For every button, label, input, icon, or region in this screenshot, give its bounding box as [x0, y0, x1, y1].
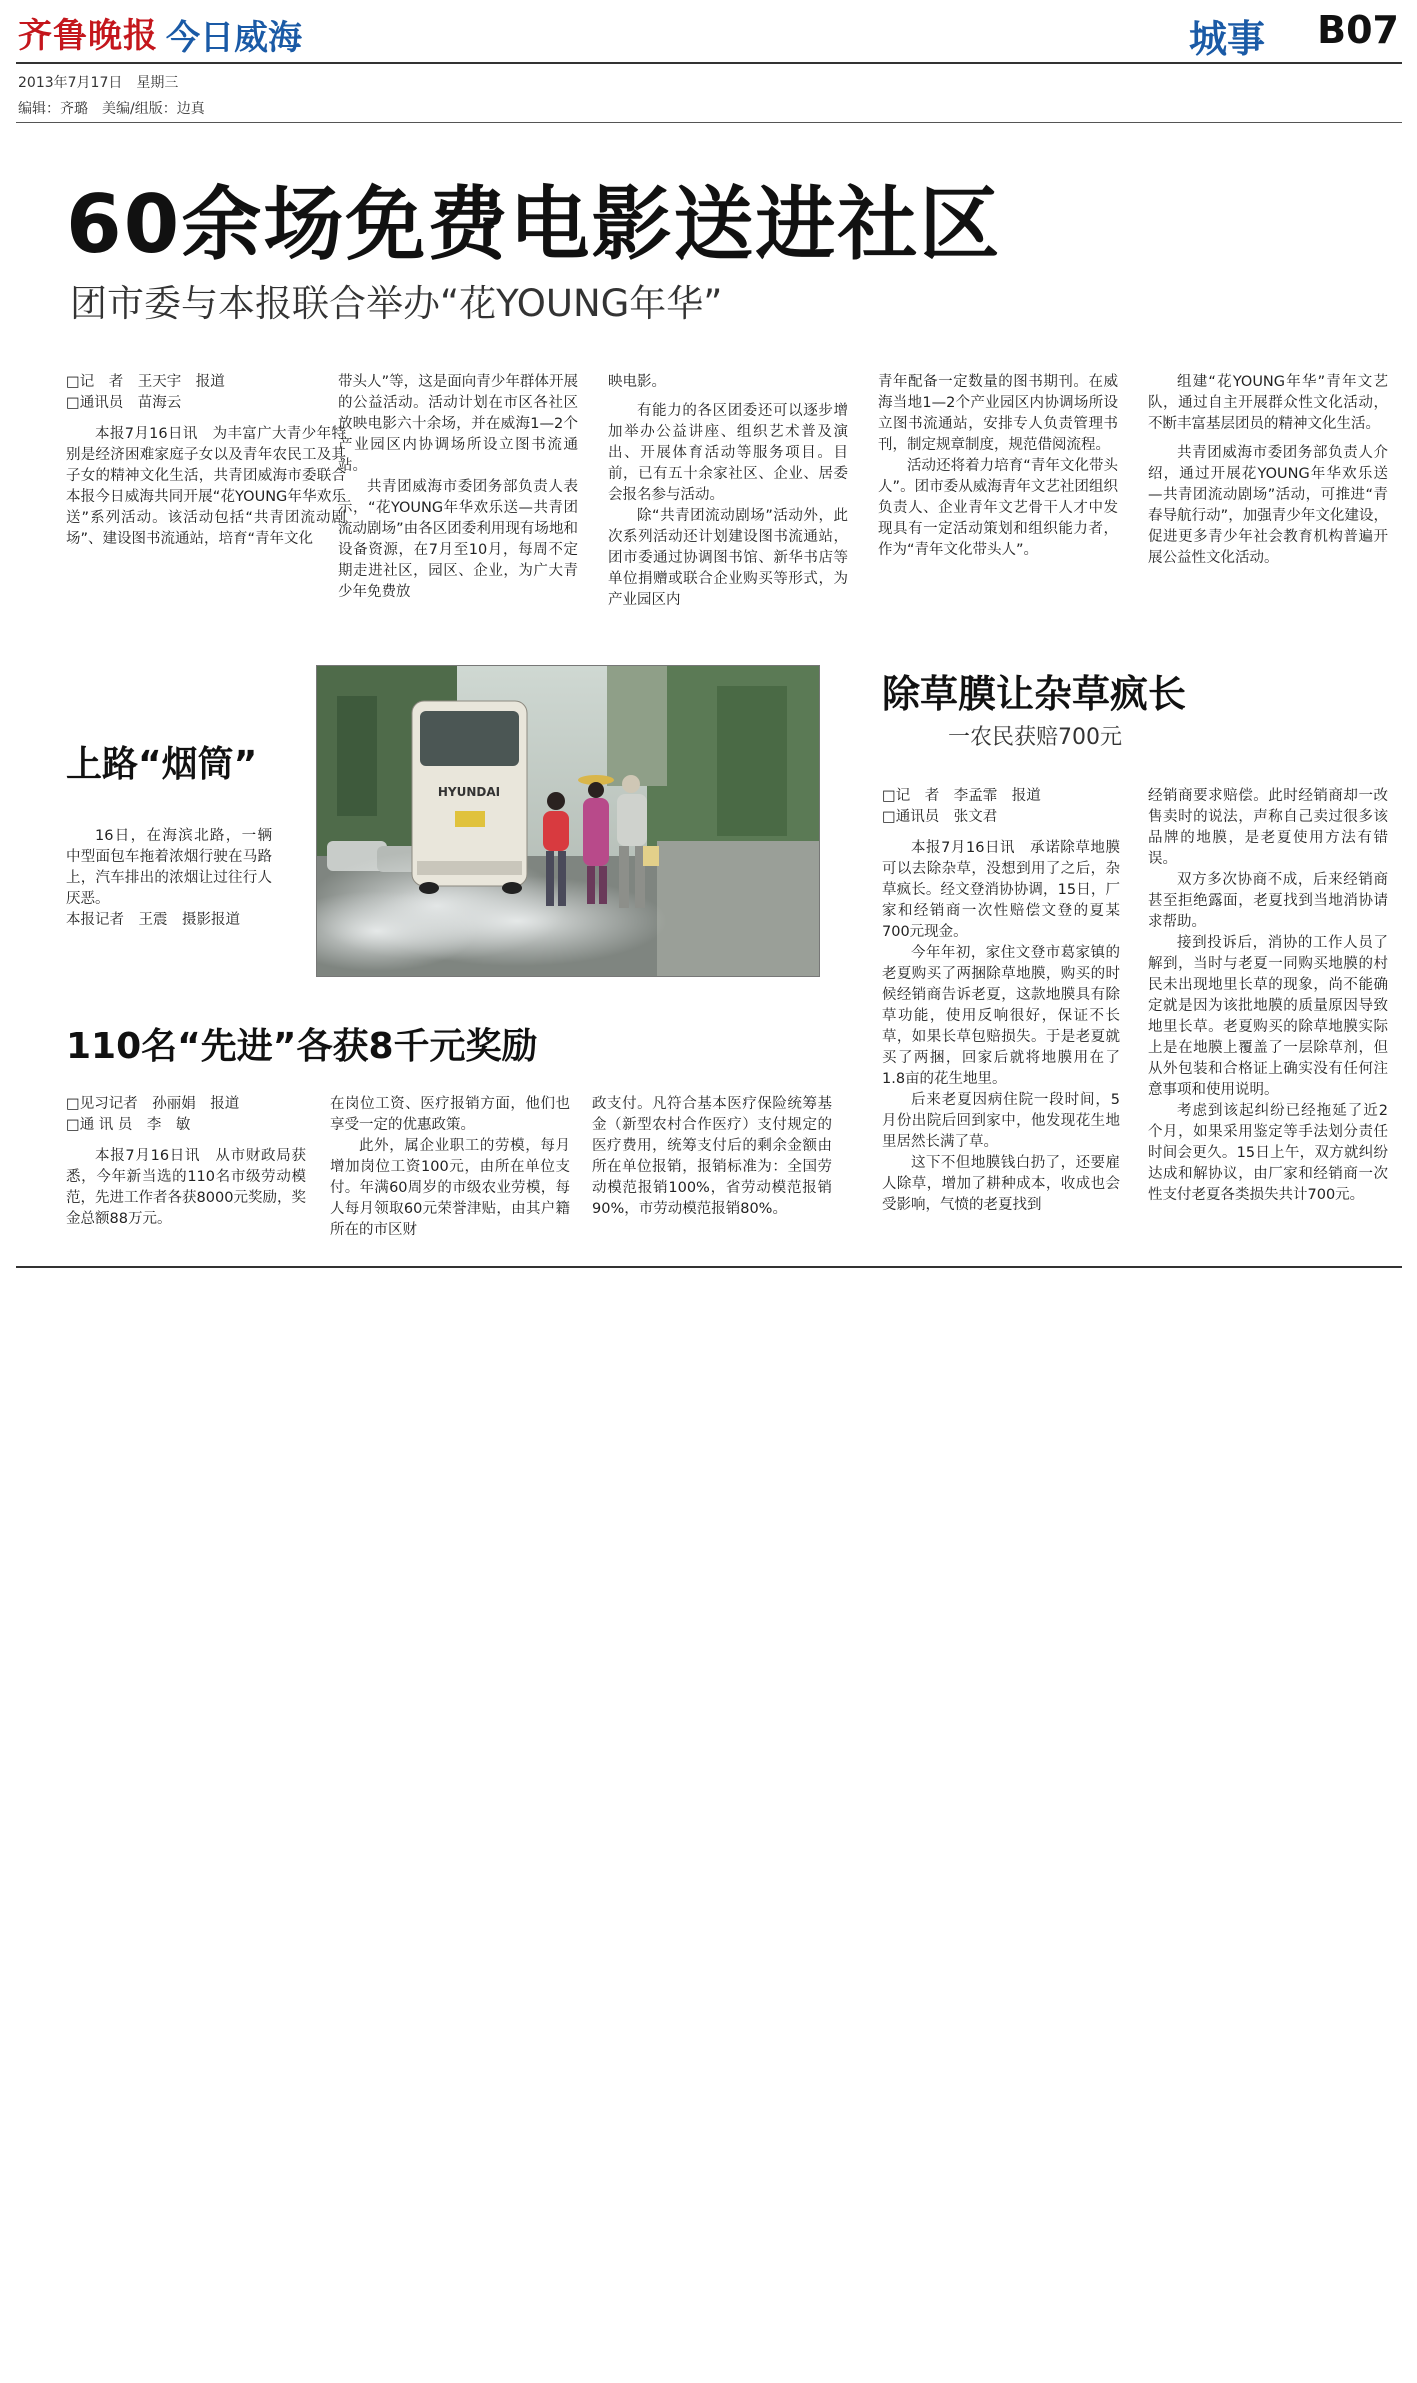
- lead-paragraph: 活动还将着力培育“青年文化带头人”。团市委从威海青年文艺社团组织负责人、企业青年文艺骨干人才中发现具有一定活动策划和组织能力者，作为“青年文化带头人”。: [878, 458, 1118, 558]
- section-title: 今日威海: [166, 18, 302, 58]
- story3-subtitle: 一农民获赔700元: [948, 725, 1122, 750]
- story3-paragraph: 接到投诉后，消协的工作人员了解到，当时与老夏一同购买地膜的村民未出现地里长草的现象，尚不能确定就是因为该批地膜的质量原因导致地里长草。老夏购买的除草地膜实际上是在地膜上覆盖了一层除草剂，但从外包装和合格证上确实没有任何注意事项和使用说明。: [1148, 935, 1388, 1098]
- story3-paragraph: 经销商要求赔偿。此时经销商却一改售卖时的说法，声称自己卖过很多该品牌的地膜，是老夏使用方法有错误。: [1148, 788, 1388, 867]
- bus-smoke-photo: [317, 666, 819, 976]
- issue-date: 2013年7月17日 星期三: [18, 75, 179, 91]
- page-section-label: 城事: [1188, 16, 1265, 61]
- newspaper-brand: 齐鲁晚报: [18, 16, 158, 56]
- story2-column-3: [592, 1094, 832, 1220]
- page-number: B07: [1317, 8, 1399, 52]
- story2-paragraph: 在岗位工资、医疗报销方面，他们也享受一定的优惠政策。: [330, 1096, 570, 1133]
- story3-paragraph: 今年年初，家住文登市葛家镇的老夏购买了两捆除草地膜，购买的时候经销商告诉老夏，这款地膜具有除草功能，使用反响很好，保证不长草，如果长草包赔损失。于是老夏就买了两捆，回家后就将地膜用在了1.8亩的花生地里。: [882, 945, 1120, 1087]
- lead-paragraph: 共青团威海市委团务部负责人表示，“花YOUNG年华欢乐送—共青团流动剧场”由各区团委利用现有场地和设备资源，在7月至10月，每周不定期走进社区，园区、企业，为广大青少年免费放: [338, 479, 578, 600]
- story3-reporter-credit: □记 者 李孟霏 报道: [882, 788, 1041, 804]
- story3-paragraph: 后来老夏因病住院一段时间，5月份出院后回到家中，他发现花生地里居然长满了草。: [882, 1092, 1120, 1150]
- lead-paragraph: 映电影。: [608, 374, 666, 390]
- lead-subhead: 团市委与本报联合举办“花YOUNG年华”: [70, 282, 723, 325]
- editor-credits: 编辑：齐璐 美编/组版：边真: [18, 101, 205, 117]
- lead-reporter-credit: □记 者 王天宇 报道: [66, 374, 225, 390]
- story2-paragraph: 政支付。凡符合基本医疗保险统筹基金（新型农村合作医疗）支付规定的医疗费用，统筹支付后的剩余金额由所在单位报销，报销标准为：全国劳动模范报销100%，省劳动模范报销90%，市劳动模范报销80%。: [592, 1096, 832, 1217]
- header-divider: [16, 122, 1402, 123]
- lead-column-4: [878, 372, 1118, 561]
- story3-column-2: [1148, 786, 1388, 1206]
- story3-correspondent-credit: □通讯员 张文君: [882, 809, 998, 825]
- lead-paragraph: 除“共青团流动剧场”活动外，此次系列活动还计划建设图书流通站，团市委通过协调图书馆、新华书店等单位捐赠或联合企业购买等形式，为产业园区内: [608, 508, 848, 608]
- photo-story-title: 上路“烟筒”: [66, 744, 258, 785]
- story3-paragraph: 本报7月16日讯 承诺除草地膜可以去除杂草，没想到用了之后，杂草疯长。经文登消协协调，15日，厂家和经销商一次性赔偿文登的夏某700元现金。: [882, 840, 1120, 940]
- photo-caption: 16日，在海滨北路，一辆中型面包车拖着浓烟行驶在马路上，汽车排出的浓烟让过往行人厌恶。: [66, 828, 272, 907]
- lead-column-3: [608, 372, 848, 611]
- story3-paragraph: 双方多次协商不成，后来经销商甚至拒绝露面，老夏找到当地消协请求帮助。: [1148, 872, 1388, 930]
- page-bottom-rule: [16, 1266, 1402, 1268]
- story2-title: 110名“先进”各获8千元奖励: [66, 1026, 538, 1067]
- photo-credit: 本报记者 王震 摄影报道: [66, 912, 240, 928]
- lead-column-1: [66, 372, 346, 550]
- photo-caption-block: [66, 826, 272, 931]
- story2-column-2: [330, 1094, 570, 1241]
- lead-column-5: [1148, 372, 1388, 569]
- story3-paragraph: 考虑到该起纠纷已经拖延了近2个月，如果采用鉴定等手法划分责任时间会更久。15日上午，双方就纠纷达成和解协议，由厂家和经销商一次性支付老夏各类损失共计700元。: [1148, 1103, 1388, 1203]
- story2-column-1: [66, 1094, 306, 1230]
- story2-paragraph: 此外，属企业职工的劳模，每月增加岗位工资100元，由所在单位支付。年满60周岁的市级农业劳模，每人每月领取60元荣誉津贴，由其户籍所在的市区财: [330, 1138, 570, 1238]
- lead-paragraph: 有能力的各区团委还可以逐步增加举办公益讲座、组织艺术普及演出、开展体育活动等服务项目。目前，已有五十余家社区、企业、居委会报名参与活动。: [608, 403, 848, 503]
- lead-paragraph: 共青团威海市委团务部负责人介绍，通过开展花YOUNG年华欢乐送—共青团流动剧场”活动，可推进“青春导航行动”，加强青少年文化建设，促进更多青少年社会教育机构普遍开展公益性文化活动。: [1148, 445, 1388, 566]
- story2-paragraph: 本报7月16日讯 从市财政局获悉，今年新当选的110名市级劳动模范，先进工作者各获8000元奖励，奖金总额88万元。: [66, 1148, 306, 1227]
- lead-paragraph: 青年配备一定数量的图书期刊。在威海当地1—2个产业园区内协调场所设立图书流通站，安排专人负责管理书刊，制定规章制度，规范借阅流程。: [878, 374, 1118, 453]
- bus-brand-text: HYUNDAI: [437, 785, 501, 799]
- story3-column-1: [882, 786, 1120, 1216]
- story3-paragraph: 这下不但地膜钱白扔了，还要雇人除草，增加了耕种成本，收成也会受影响，气愤的老夏找到: [882, 1155, 1120, 1213]
- story2-reporter-credit: □见习记者 孙丽娟 报道: [66, 1096, 240, 1112]
- lead-paragraph: 带头人”等，这是面向青少年群体开展的公益活动。活动计划在市区各社区放映电影六十余场，并在威海1—2个产业园区内协调场所设立图书流通站。: [338, 374, 578, 474]
- story2-correspondent-credit: □通 讯 员 李 敏: [66, 1117, 191, 1133]
- lead-correspondent-credit: □通讯员 苗海云: [66, 395, 182, 411]
- news-photo: [316, 665, 820, 977]
- lead-paragraph: 本报7月16日讯 为丰富广大青少年特别是经济困难家庭子女以及青年农民工及其子女的精神文化生活，共青团威海市委联合本报今日威海共同开展“花YOUNG年华欢乐送”系列活动。该活动包括“共青团流动剧场”、建设图书流通站，培育“青年文化: [66, 426, 346, 547]
- story3-title: 除草膜让杂草疯长: [882, 672, 1187, 716]
- lead-headline: 60余场免费电影送进社区: [66, 178, 1002, 271]
- masthead-rule: [16, 62, 1402, 64]
- lead-paragraph: 组建“花YOUNG年华”青年文艺队，通过自主开展群众性文化活动，不断丰富基层团员的精神文化生活。: [1148, 374, 1388, 432]
- lead-column-2: [338, 372, 578, 603]
